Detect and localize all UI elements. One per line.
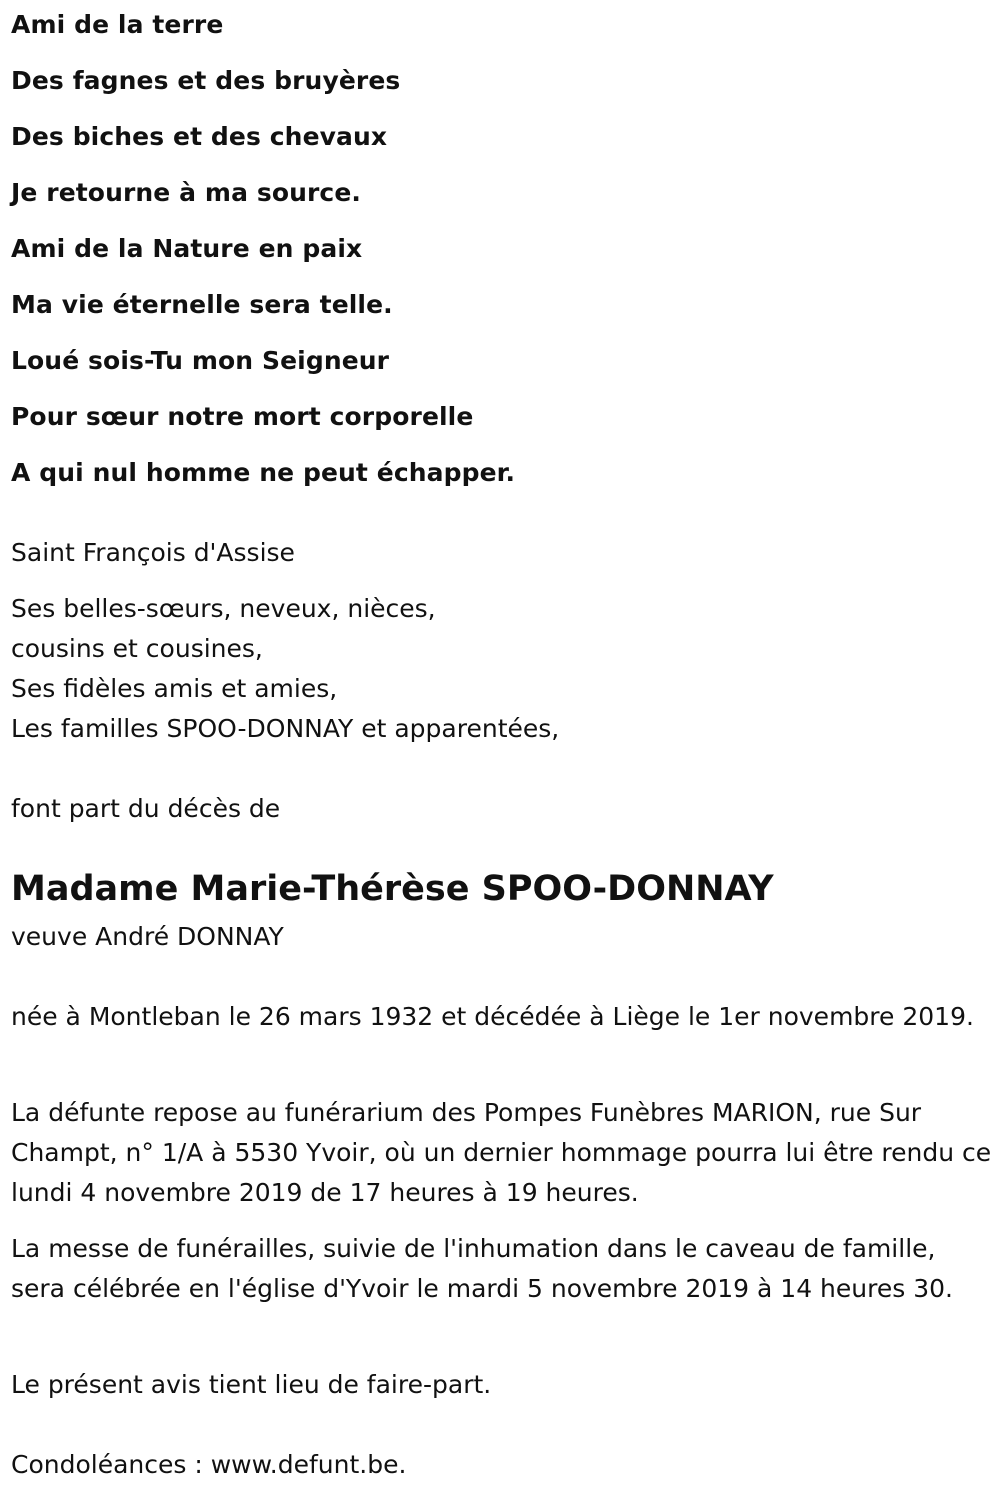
poem-line: Des fagnes et des bruyères xyxy=(11,66,401,95)
poem-line: Ami de la terre xyxy=(11,10,224,39)
poem-author: Saint François d'Assise xyxy=(11,538,295,567)
funeral-paragraph: La messe de funérailles, suivie de l'inhumation dans le caveau de famille, sera célébrée en l'église d'Yvoir le mardi 5 novembre 2019 à 14 heures 30. xyxy=(11,1234,953,1303)
family-line: Ses belles-sœurs, neveux, nièces, xyxy=(11,594,436,623)
deceased-name: Madame Marie-Thérèse SPOO-DONNAY xyxy=(11,869,774,909)
poem-line: Loué sois-Tu mon Seigneur xyxy=(11,346,390,375)
poem-line: Des biches et des chevaux xyxy=(11,122,388,151)
notice-paragraph: Le présent avis tient lieu de faire-part. xyxy=(11,1370,492,1399)
deceased-spouse: veuve André DONNAY xyxy=(11,922,284,951)
birth-death-paragraph: née à Montleban le 26 mars 1932 et décédée à Liège le 1er novembre 2019. xyxy=(11,1002,974,1031)
family-line: cousins et cousines, xyxy=(11,634,263,663)
family-line: Ses fidèles amis et amies, xyxy=(11,674,338,703)
poem-line: Je retourne à ma source. xyxy=(11,178,362,207)
poem-line: Pour sœur notre mort corporelle xyxy=(11,402,474,431)
poem-line: Ma vie éternelle sera telle. xyxy=(11,290,393,319)
announcement-text: font part du décès de xyxy=(11,794,281,823)
condolences-paragraph: Condoléances : www.defunt.be. xyxy=(11,1450,407,1479)
viewing-paragraph: La défunte repose au funérarium des Pompes Funèbres MARION, rue Sur Champt, n° 1/A à 5530 Yvoir, où un dernier hommage pourra lui être rendu ce lundi 4 novembre 2019 de 17 heures à 19 heures. xyxy=(11,1098,992,1207)
family-line: Les familles SPOO-DONNAY et apparentées, xyxy=(11,714,560,743)
poem-line: Ami de la Nature en paix xyxy=(11,234,363,263)
poem-line: A qui nul homme ne peut échapper. xyxy=(11,458,516,487)
